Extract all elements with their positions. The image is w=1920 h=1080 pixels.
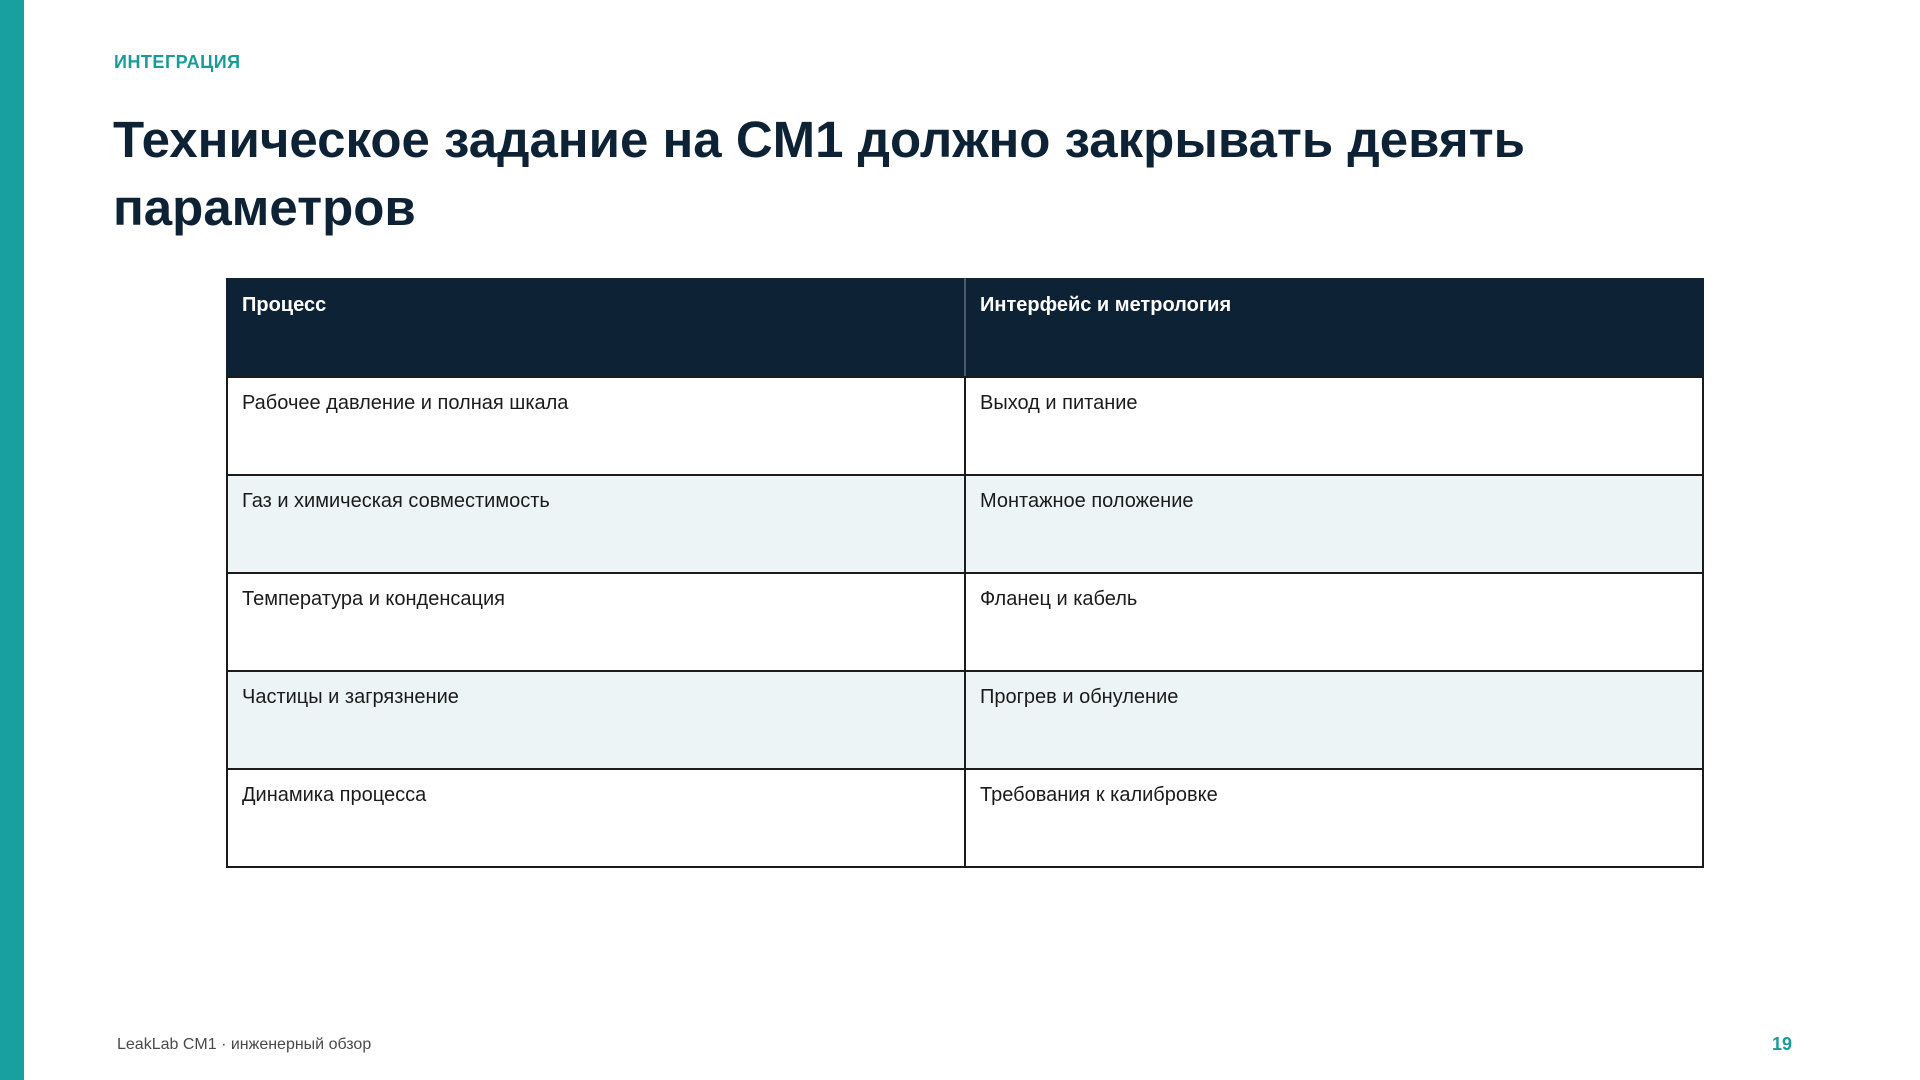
table-cell: Прогрев и обнуление (965, 671, 1703, 769)
parameters-table-container (226, 278, 1704, 868)
section-kicker: ИНТЕГРАЦИЯ (114, 52, 241, 72)
table-row (227, 769, 1703, 867)
table-cell: Монтажное положение (965, 475, 1703, 573)
table-cell: Температура и конденсация (227, 573, 965, 671)
accent-bar (0, 0, 24, 1080)
table-row (227, 671, 1703, 769)
parameters-table (226, 278, 1704, 868)
table-row (227, 377, 1703, 475)
table-row (227, 573, 1703, 671)
table-cell: Фланец и кабель (965, 573, 1703, 671)
column-header-process: Процесс (227, 279, 965, 377)
table-row (227, 475, 1703, 573)
slide-title: Техническое задание на CM1 должно закрывать девять параметров (113, 111, 1525, 236)
footer-text: LeakLab CM1 · инженерный обзор (117, 1036, 372, 1053)
column-header-interface: Интерфейс и метрология (965, 279, 1703, 377)
page-number: 19 (1771, 1034, 1792, 1054)
table-cell: Выход и питание (965, 377, 1703, 475)
table-header-row (227, 279, 1703, 377)
table-cell: Динамика процесса (227, 769, 965, 867)
table-cell: Требования к калибровке (965, 769, 1703, 867)
table-cell: Частицы и загрязнение (227, 671, 965, 769)
table-cell: Газ и химическая совместимость (227, 475, 965, 573)
table-cell: Рабочее давление и полная шкала (227, 377, 965, 475)
